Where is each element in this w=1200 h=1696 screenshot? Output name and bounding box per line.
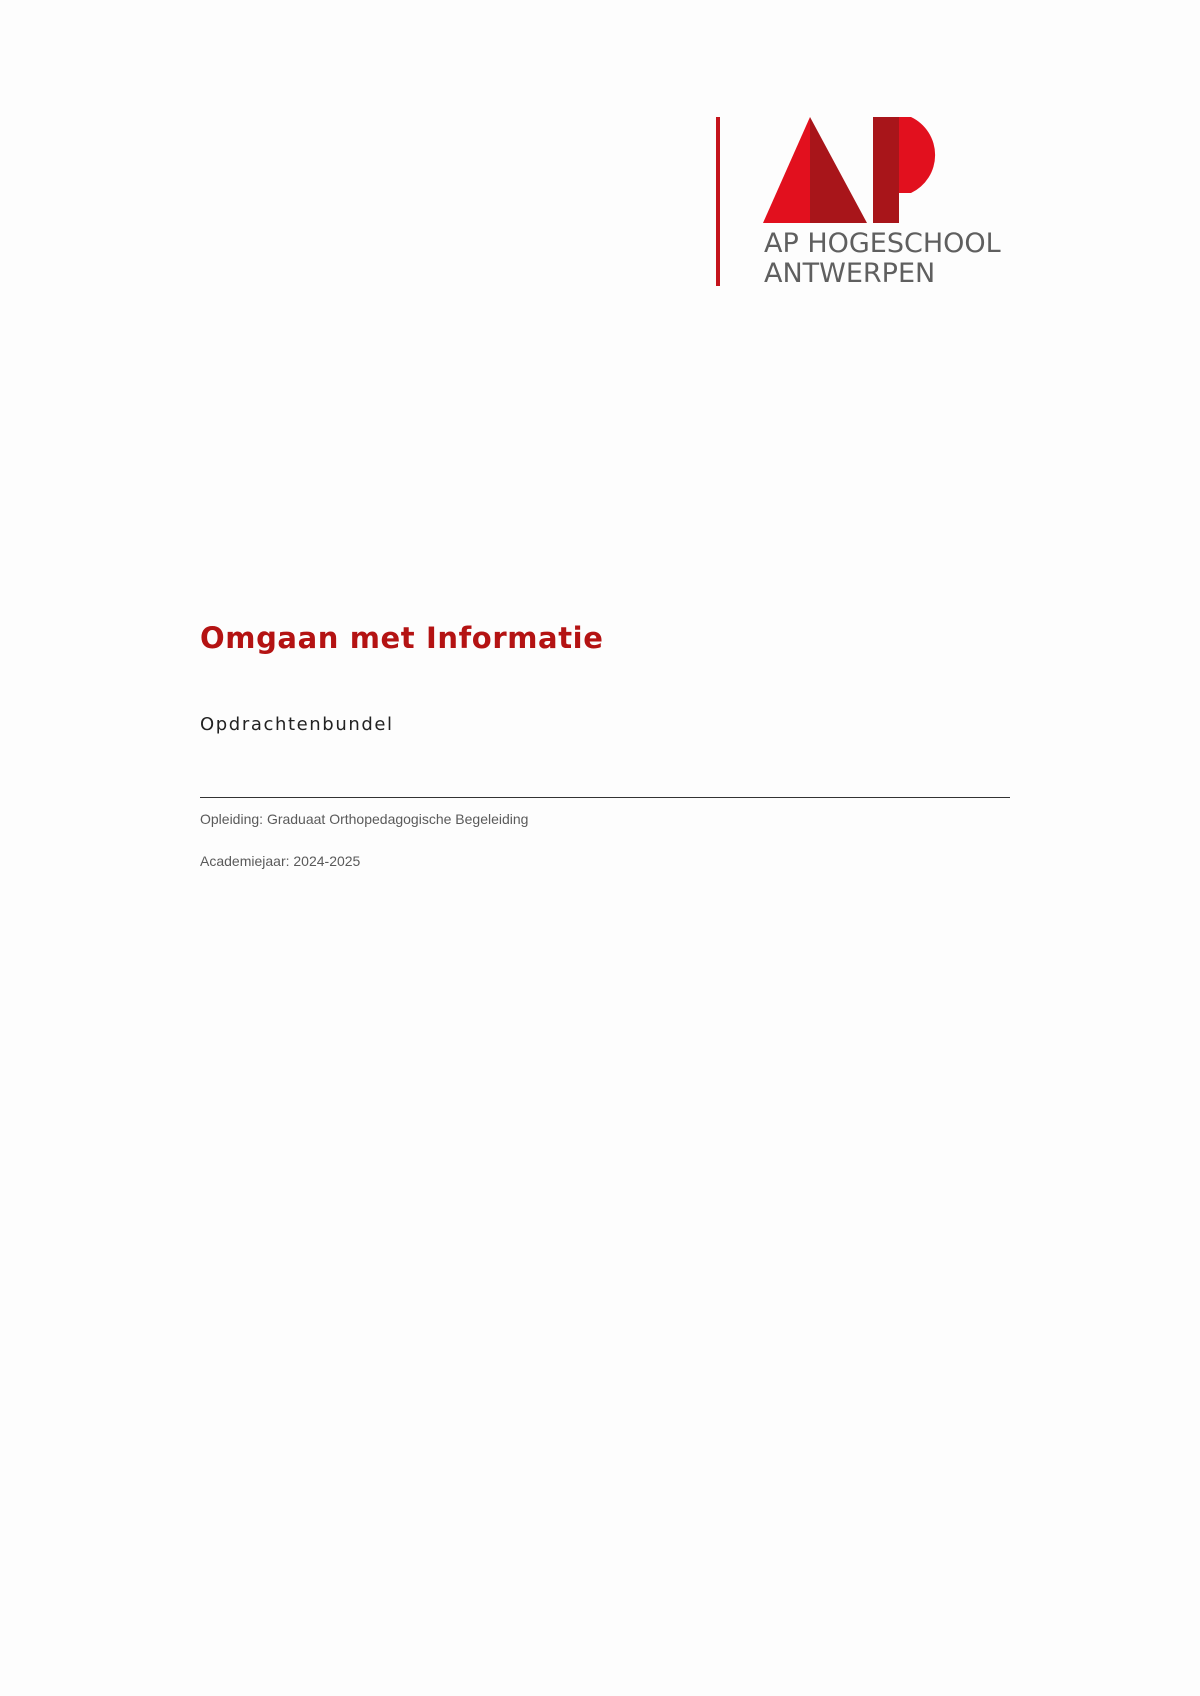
- logo-line-2: ANTWERPEN: [764, 258, 936, 289]
- ap-hogeschool-logo: [716, 115, 1016, 295]
- academic-year-value: 2024-2025: [293, 853, 361, 869]
- document-subtitle: Opdrachtenbundel: [200, 714, 394, 735]
- document-title: Omgaan met Informatie: [200, 621, 604, 655]
- academic-year-label: Academiejaar :: [200, 853, 293, 869]
- horizontal-divider: [200, 797, 1010, 798]
- program-line: [200, 811, 528, 827]
- ap-logo-mark-icon: [763, 117, 953, 225]
- logo-line-1: AP HOGESCHOOL: [764, 228, 1001, 259]
- program-value: Graduaat Orthopedagogische Begeleiding: [266, 811, 529, 827]
- academic-year-line: [200, 853, 360, 869]
- logo-wordmark: [764, 229, 1001, 289]
- logo-vertical-bar: [716, 117, 720, 286]
- program-label: Opleiding :: [200, 811, 267, 827]
